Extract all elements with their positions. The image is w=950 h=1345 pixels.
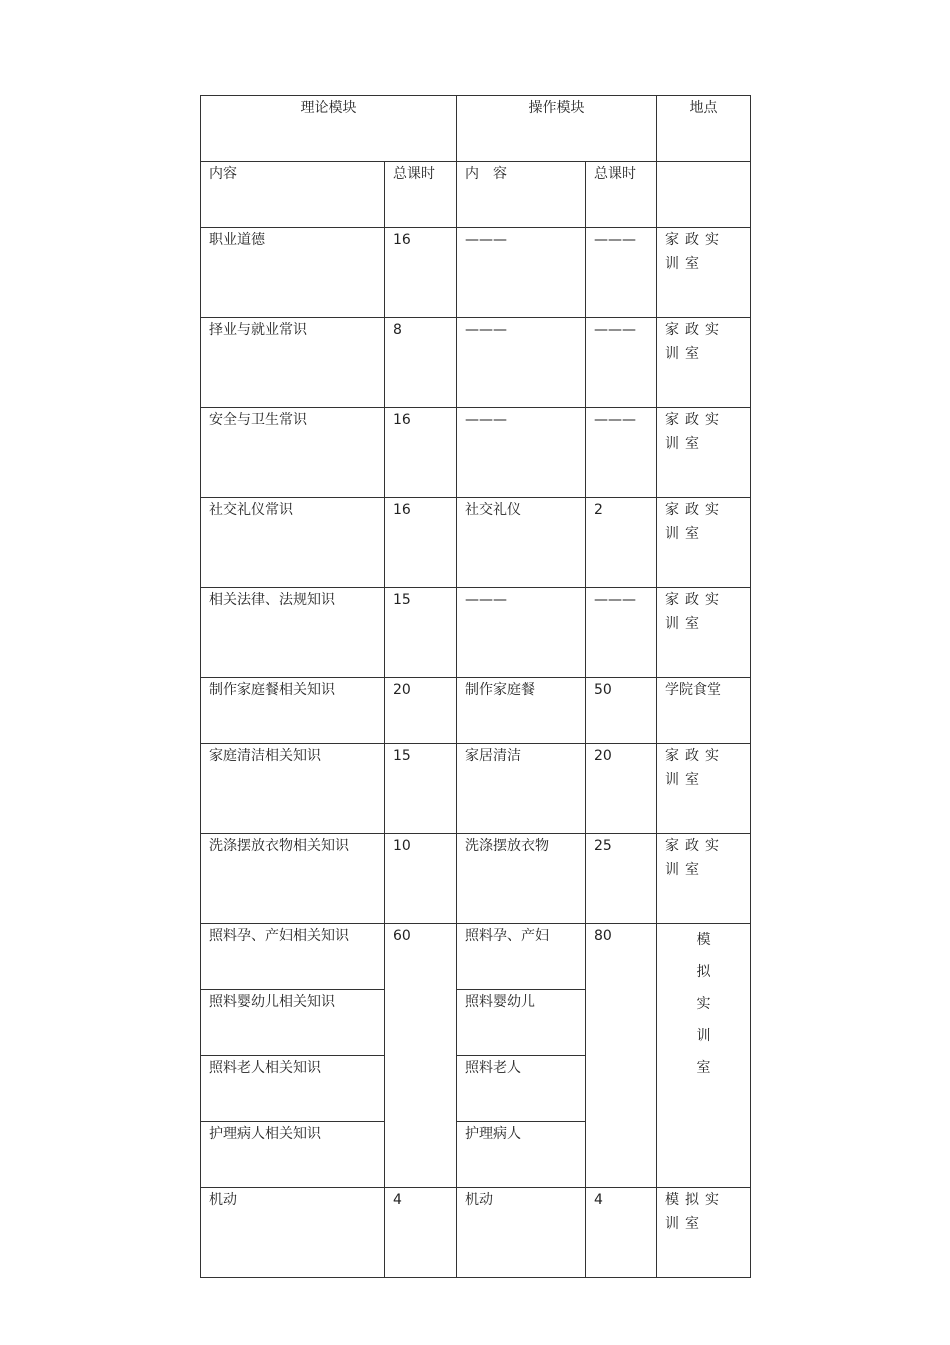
location-char: 模 <box>696 932 711 948</box>
theory-content: 护理病人相关知识 <box>201 1122 385 1188</box>
practice-content: ——— <box>457 228 586 318</box>
theory-content: 相关法律、法规知识 <box>201 588 385 678</box>
theory-hours: 15 <box>385 588 457 678</box>
location-char: 室 <box>696 1060 711 1076</box>
header-location: 地点 <box>657 96 751 162</box>
table-row <box>201 1188 751 1278</box>
header-theory: 理论模块 <box>201 96 457 162</box>
practice-hours: ——— <box>586 588 657 678</box>
theory-content: 社交礼仪常识 <box>201 498 385 588</box>
practice-hours: 2 <box>586 498 657 588</box>
practice-content: ——— <box>457 588 586 678</box>
table-row <box>201 744 751 834</box>
theory-hours: 16 <box>385 228 457 318</box>
location: 家政实训室 <box>657 228 751 318</box>
practice-hours: 80 <box>586 924 657 1188</box>
location: 家政实训室 <box>657 834 751 924</box>
location-char: 拟 <box>696 964 711 980</box>
header-content-2: 内 容 <box>457 162 586 228</box>
table-row <box>201 588 751 678</box>
theory-content: 安全与卫生常识 <box>201 408 385 498</box>
table-row <box>201 834 751 924</box>
location-simulation-room <box>657 924 751 1188</box>
practice-content: 洗涤摆放衣物 <box>457 834 586 924</box>
location: 模拟实训室 <box>657 1188 751 1278</box>
practice-content: 照料孕、产妇 <box>457 924 586 990</box>
theory-hours: 20 <box>385 678 457 744</box>
header-content: 内容 <box>201 162 385 228</box>
practice-hours: ——— <box>586 408 657 498</box>
theory-hours: 4 <box>385 1188 457 1278</box>
theory-hours: 60 <box>385 924 457 1188</box>
theory-hours: 16 <box>385 408 457 498</box>
theory-content: 机动 <box>201 1188 385 1278</box>
practice-content: 家居清洁 <box>457 744 586 834</box>
location: 家政实训室 <box>657 408 751 498</box>
practice-content: 机动 <box>457 1188 586 1278</box>
location: 家政实训室 <box>657 498 751 588</box>
table-row <box>201 924 751 990</box>
theory-hours: 16 <box>385 498 457 588</box>
location: 学院食堂 <box>657 678 751 744</box>
header-hours: 总课时 <box>385 162 457 228</box>
practice-content: 照料老人 <box>457 1056 586 1122</box>
theory-content: 家庭清洁相关知识 <box>201 744 385 834</box>
practice-hours: ——— <box>586 228 657 318</box>
practice-hours: 4 <box>586 1188 657 1278</box>
practice-hours: 50 <box>586 678 657 744</box>
table-row <box>201 228 751 318</box>
practice-content: 照料婴幼儿 <box>457 990 586 1056</box>
practice-content: 社交礼仪 <box>457 498 586 588</box>
theory-content: 照料婴幼儿相关知识 <box>201 990 385 1056</box>
practice-content: 护理病人 <box>457 1122 586 1188</box>
practice-content: ——— <box>457 318 586 408</box>
table-row <box>201 498 751 588</box>
theory-hours: 8 <box>385 318 457 408</box>
practice-hours: 25 <box>586 834 657 924</box>
practice-hours: 20 <box>586 744 657 834</box>
theory-content: 择业与就业常识 <box>201 318 385 408</box>
location: 家政实训室 <box>657 588 751 678</box>
practice-content: 制作家庭餐 <box>457 678 586 744</box>
theory-content: 照料老人相关知识 <box>201 1056 385 1122</box>
theory-hours: 15 <box>385 744 457 834</box>
header-hours-2: 总课时 <box>586 162 657 228</box>
theory-content: 照料孕、产妇相关知识 <box>201 924 385 990</box>
course-table <box>200 95 751 1278</box>
header-practice: 操作模块 <box>457 96 657 162</box>
location-char: 实 <box>696 996 711 1012</box>
practice-content: ——— <box>457 408 586 498</box>
theory-content: 洗涤摆放衣物相关知识 <box>201 834 385 924</box>
theory-hours: 10 <box>385 834 457 924</box>
location: 家政实训室 <box>657 744 751 834</box>
location-char: 训 <box>696 1028 711 1044</box>
theory-content: 制作家庭餐相关知识 <box>201 678 385 744</box>
table-row <box>201 408 751 498</box>
practice-hours: ——— <box>586 318 657 408</box>
table-row <box>201 318 751 408</box>
table-row <box>201 678 751 744</box>
header-empty <box>657 162 751 228</box>
theory-content: 职业道德 <box>201 228 385 318</box>
location: 家政实训室 <box>657 318 751 408</box>
